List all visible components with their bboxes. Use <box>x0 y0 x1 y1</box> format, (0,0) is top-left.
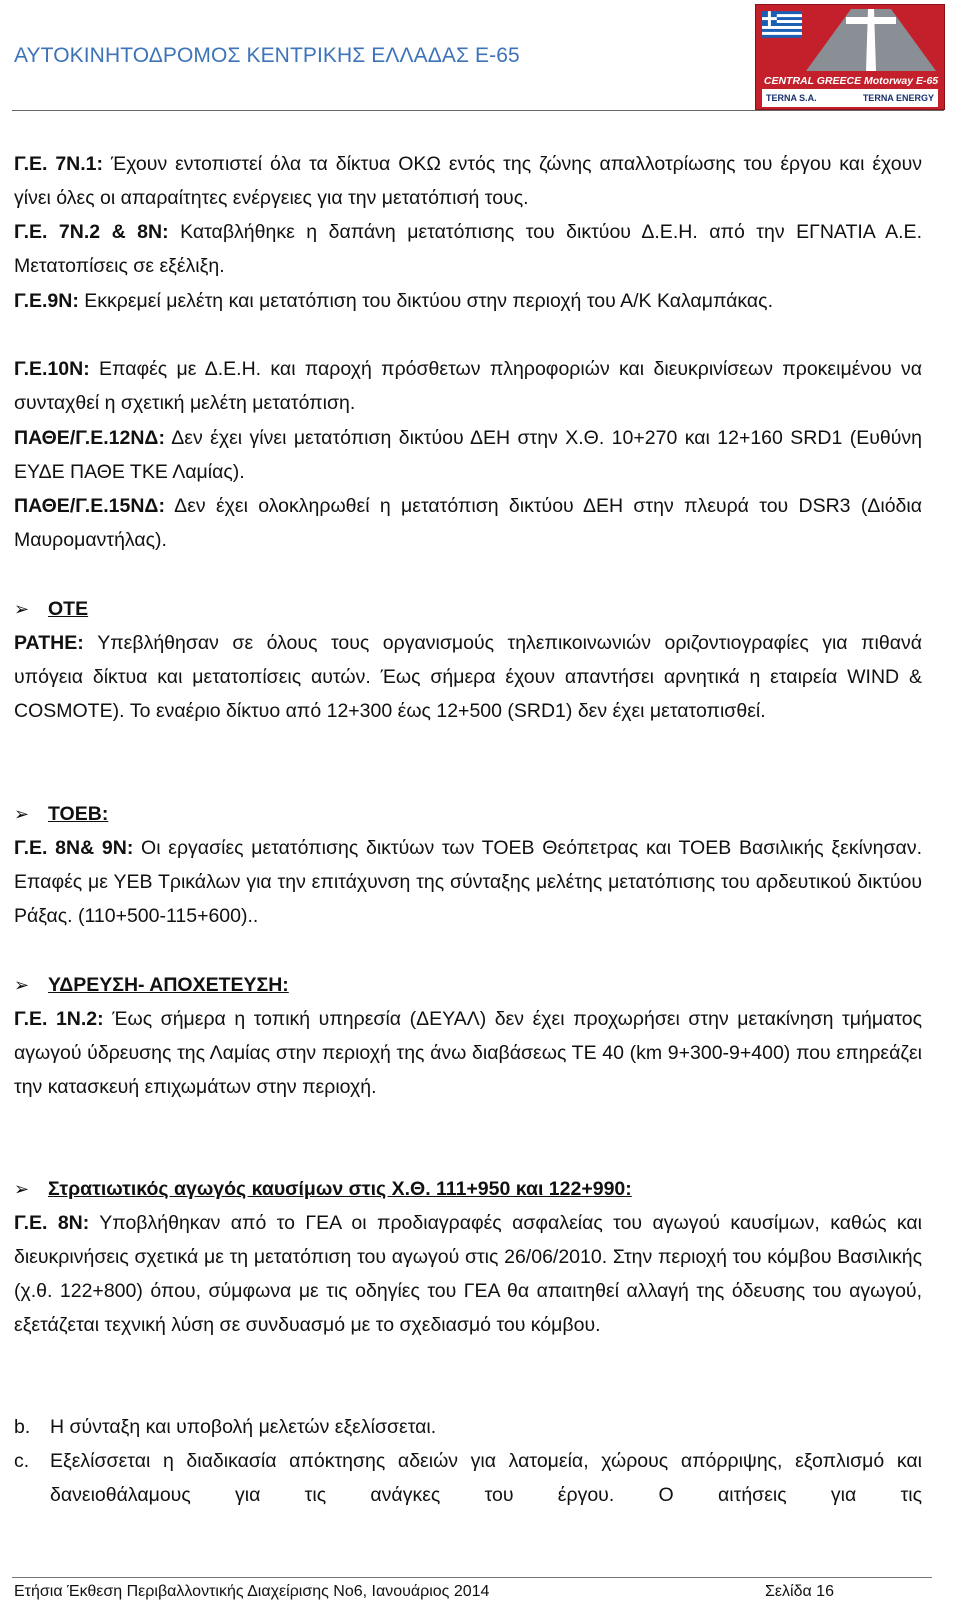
paragraph-text: Καταβλήθηκε η δαπάνη μετατόπισης του δικτύου Δ.Ε.Η. από την ΕΓΝΑΤΙΑ Α.Ε. Μετατοπίσεις σε εξέλιξη. <box>14 221 922 277</box>
paragraph-ge-7n1 <box>14 147 922 215</box>
footer-divider <box>12 1577 932 1578</box>
footer-document-title: Ετήσια Έκθεση Περιβαλλοντικής Διαχείρισης Νο6, Ιανουάριος 2014 <box>14 1583 490 1600</box>
ref-label: Γ.Ε. 8Ν: <box>14 1212 90 1234</box>
ref-label: ΠΑΘΕ/Γ.Ε.12ΝΔ: <box>14 427 165 449</box>
paragraph-text: Επαφές με Δ.Ε.Η. και παροχή πρόσθετων πληροφοριών και διευκρινίσεων προκειμένου να συνταχθεί η σχετική μελέτη μετατόπιση. <box>14 358 922 414</box>
paragraph-pathe-15nd <box>14 489 922 557</box>
sponsor-terna: TERNA S.A. <box>766 93 817 103</box>
section-heading-fuel-pipeline <box>14 1172 632 1206</box>
section-heading-toeb <box>14 797 108 831</box>
ref-label: Γ.Ε. 7Ν.1: <box>14 153 104 175</box>
list-marker: c. <box>14 1450 30 1472</box>
logo-sponsors <box>762 89 938 107</box>
paragraph-text: Δεν έχει ολοκληρωθεί η μετατόπιση δικτύου ΔΕΗ στην πλευρά του DSR3 (Διόδια Μαυρομαντήλας). <box>14 495 922 551</box>
paragraph-text: Έχουν εντοπιστεί όλα τα δίκτυα ΟΚΩ εντός της ζώνης απαλλοτρίωσης του έργου και έχουν γίνει όλες οι απαραίτητες ενέργειες για την μετατόπισή τους. <box>14 153 922 209</box>
paragraph-water <box>14 1002 922 1104</box>
list-item <box>14 1410 922 1444</box>
paragraph-ge-9n <box>14 284 922 318</box>
arrow-bullet-icon: ➢ <box>14 599 30 619</box>
header-divider <box>12 110 944 111</box>
footer-page-number: Σελίδα 16 <box>765 1583 834 1600</box>
paragraph-toeb <box>14 831 922 933</box>
central-greece-motorway-logo <box>755 4 945 110</box>
list-item-text: Εξελίσσεται η διαδικασία απόκτησης αδειών για λατομεία, χώρους απόρριψης, εξοπλισμό και δανειοθάλαμους για τις ανάγκες του έργου. Ο αιτήσεις για τις <box>50 1450 922 1506</box>
section-heading-text: ΟΤΕ <box>48 598 89 620</box>
section-heading-water <box>14 968 289 1002</box>
paragraph-ge-7n2-8n <box>14 215 922 283</box>
paragraph-pathe-12nd <box>14 421 922 489</box>
logo-caption: CENTRAL GREECE Motorway E-65 <box>763 75 939 87</box>
section-heading-text: ΤΟΕΒ: <box>48 803 109 825</box>
ref-label: ΠΑΘΕ/Γ.Ε.15ΝΔ: <box>14 495 165 517</box>
greek-flag-icon <box>762 11 802 38</box>
paragraph-text: Υποβλήθηκαν από το ΓΕΑ οι προδιαγραφές ασφαλείας του αγωγού καυσίμων, καθώς και διευκρινήσεις σχετικά με τη μετατόπιση του αγωγού στις 26/06/2010. Στην περιοχή του κόμβου Βασιλικής (χ.θ. 122+800) όπου, σύμφωνα με τις οδηγίες του ΓΕΑ θα απαιτηθεί αλλαγή της όδευσης του αγωγού, εξετάζεται τεχνική λύση σε συνδυασμό με το σχεδιασμό του κόμβου. <box>14 1212 922 1336</box>
paragraph-text: Δεν έχει γίνει μετατόπιση δικτύου ΔΕΗ στην Χ.Θ. 10+270 και 12+160 SRD1 (Ευθύνη ΕΥΔΕ ΠΑΘΕ ΤΚΕ Λαμίας). <box>14 427 922 483</box>
ref-label: Γ.Ε. 7Ν.2 & 8Ν: <box>14 221 169 243</box>
section-heading-text: ΥΔΡΕΥΣΗ- ΑΠΟΧΕΤΕΥΣΗ: <box>48 974 289 996</box>
ref-label: Γ.Ε.9Ν: <box>14 290 79 312</box>
list-item-text: Η σύνταξη και υποβολή μελετών εξελίσσεται. <box>50 1416 437 1438</box>
ref-label: Γ.Ε. 1Ν.2: <box>14 1008 104 1030</box>
section-heading-ote <box>14 592 88 626</box>
section-heading-text: Στρατιωτικός αγωγός καυσίμων στις Χ.Θ. 111+950 και 122+990: <box>48 1178 632 1200</box>
paragraph-text: Έως σήμερα η τοπική υπηρεσία (ΔΕΥΑΛ) δεν έχει προχωρήσει στην μετακίνηση τμήματος αγωγού ύδρευσης της Λαμίας στην περιοχή της άνω διαβάσεως ΤΕ 40 (km 9+300-9+400) που επηρεάζει την κατασκευή επιχωμάτων στην περιοχή. <box>14 1008 922 1098</box>
paragraph-text: Οι εργασίες μετατόπισης δικτύων των ΤΟΕΒ Θεόπετρας και ΤΟΕΒ Βασιλικής ξεκίνησαν. Επαφές με ΥΕΒ Τρικάλων για την επιτάχυνση της σύνταξης μελέτης μετατόπισης του αρδευτικού δικτύου Ράξας. (110+500-115+600).. <box>14 837 922 927</box>
arrow-bullet-icon: ➢ <box>14 1179 30 1199</box>
ref-label: Γ.Ε.10Ν: <box>14 358 90 380</box>
ref-label: Γ.Ε. 8Ν& 9Ν: <box>14 837 134 859</box>
document-header-title: ΑΥΤΟΚΙΝΗΤΟΔΡΟΜΟΣ ΚΕΝΤΡΙΚΗΣ ΕΛΛΑΔΑΣ Ε-65 <box>14 44 520 67</box>
arrow-bullet-icon: ➢ <box>14 975 30 995</box>
sponsor-terna-energy: TERNA ENERGY <box>862 93 934 103</box>
paragraph-text: Εκκρεμεί μελέτη και μετατόπιση του δικτύου στην περιοχή του Α/Κ Καλαμπάκας. <box>78 290 773 312</box>
paragraph-text: Υπεβλήθησαν σε όλους τους οργανισμούς τηλεπικοινωνιών οριζοντιογραφίες για πιθανά υπόγεια δίκτυα και μετατοπίσεις αυτών. Έως σήμερα έχουν απαντήσει αρνητικά η εταιρεία WIND & COSMOTE). Το εναέριο δίκτυο από 12+300 έως 12+500 (SRD1) δεν έχει μετατοπισθεί. <box>14 632 922 722</box>
paragraph-ote <box>14 626 922 728</box>
list-item <box>14 1444 922 1512</box>
paragraph-ge-10n <box>14 352 922 420</box>
motorway-road-icon <box>806 9 936 71</box>
paragraph-fuel-pipeline <box>14 1206 922 1342</box>
ref-label: PATHE: <box>14 632 84 654</box>
list-marker: b. <box>14 1416 31 1438</box>
arrow-bullet-icon: ➢ <box>14 804 30 824</box>
